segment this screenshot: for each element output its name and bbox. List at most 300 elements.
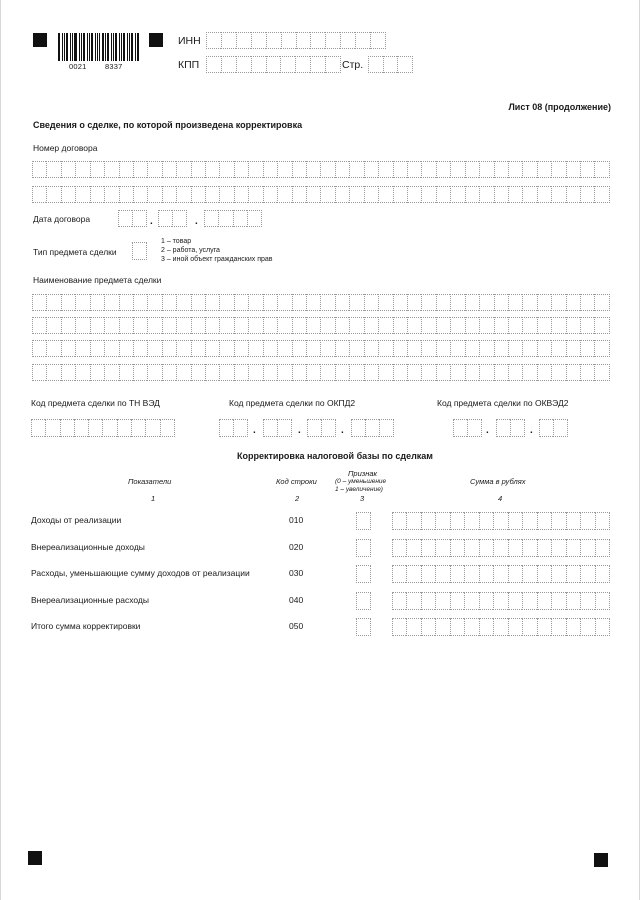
input-cell[interactable] — [522, 340, 536, 357]
input-cell[interactable] — [32, 294, 46, 311]
contract-number-row-2[interactable] — [32, 186, 610, 203]
input-cell[interactable] — [595, 539, 610, 557]
input-cell[interactable] — [218, 210, 232, 227]
input-cell[interactable] — [594, 161, 609, 178]
input-cell[interactable] — [551, 512, 565, 530]
input-cell[interactable] — [191, 340, 205, 357]
input-cell[interactable] — [46, 317, 60, 334]
input-cell[interactable] — [566, 186, 580, 203]
input-cell[interactable] — [160, 419, 175, 437]
row-sign-010[interactable] — [356, 512, 371, 530]
subject-name-row-4[interactable] — [32, 364, 610, 381]
input-cell[interactable] — [176, 340, 190, 357]
input-cell[interactable] — [205, 364, 219, 381]
input-cell[interactable] — [263, 186, 277, 203]
input-cell[interactable] — [335, 186, 349, 203]
input-cell[interactable] — [435, 618, 449, 636]
input-cell[interactable] — [406, 565, 420, 583]
input-cell[interactable] — [465, 340, 479, 357]
input-cell[interactable] — [349, 364, 363, 381]
input-cell[interactable] — [595, 592, 610, 610]
input-cell[interactable] — [566, 340, 580, 357]
input-cell[interactable] — [349, 317, 363, 334]
input-cell[interactable] — [117, 419, 131, 437]
input-cell[interactable] — [277, 161, 291, 178]
input-cell[interactable] — [494, 317, 508, 334]
input-cell[interactable] — [479, 294, 493, 311]
input-cell[interactable] — [162, 294, 176, 311]
input-cell[interactable] — [436, 340, 450, 357]
input-cell[interactable] — [368, 56, 383, 73]
input-cell[interactable] — [191, 364, 205, 381]
input-cell[interactable] — [450, 364, 464, 381]
input-cell[interactable] — [251, 32, 266, 49]
input-cell[interactable] — [119, 364, 133, 381]
input-cell[interactable] — [206, 56, 221, 73]
input-cell[interactable] — [522, 592, 536, 610]
input-cell[interactable] — [407, 340, 421, 357]
input-cell[interactable] — [522, 512, 536, 530]
input-cell[interactable] — [219, 317, 233, 334]
input-cell[interactable] — [306, 340, 320, 357]
contract-date-year[interactable] — [204, 210, 262, 227]
input-cell[interactable] — [537, 539, 551, 557]
input-cell[interactable] — [421, 512, 435, 530]
input-cell[interactable] — [219, 364, 233, 381]
input-cell[interactable] — [594, 186, 609, 203]
row-amount-050[interactable] — [392, 618, 610, 636]
input-cell[interactable] — [465, 161, 479, 178]
input-cell[interactable] — [32, 161, 46, 178]
input-cell[interactable] — [537, 317, 551, 334]
input-cell[interactable] — [566, 618, 580, 636]
contract-date-day[interactable] — [118, 210, 147, 227]
input-cell[interactable] — [335, 161, 349, 178]
input-cell[interactable] — [493, 565, 507, 583]
input-cell[interactable] — [88, 419, 102, 437]
input-cell[interactable] — [464, 539, 478, 557]
code-okpd-part-4[interactable] — [351, 419, 394, 437]
input-cell[interactable] — [46, 364, 60, 381]
input-cell[interactable] — [349, 340, 363, 357]
input-cell[interactable] — [176, 186, 190, 203]
input-cell[interactable] — [522, 317, 536, 334]
input-cell[interactable] — [450, 186, 464, 203]
input-cell[interactable] — [580, 618, 594, 636]
input-cell[interactable] — [75, 186, 89, 203]
input-cell[interactable] — [508, 364, 522, 381]
input-cell[interactable] — [306, 161, 320, 178]
subject-type-field[interactable] — [132, 242, 147, 260]
input-cell[interactable] — [292, 186, 306, 203]
input-cell[interactable] — [378, 161, 392, 178]
input-cell[interactable] — [479, 512, 493, 530]
input-cell[interactable] — [393, 294, 407, 311]
input-cell[interactable] — [119, 161, 133, 178]
input-cell[interactable] — [379, 419, 394, 437]
input-cell[interactable] — [176, 294, 190, 311]
input-cell[interactable] — [263, 161, 277, 178]
input-cell[interactable] — [551, 592, 565, 610]
row-amount-030[interactable] — [392, 565, 610, 583]
input-cell[interactable] — [205, 340, 219, 357]
code-okved-part-3[interactable] — [539, 419, 568, 437]
input-cell[interactable] — [335, 317, 349, 334]
code-okved-part-1[interactable] — [453, 419, 482, 437]
input-cell[interactable] — [75, 364, 89, 381]
input-cell[interactable] — [566, 565, 580, 583]
input-cell[interactable] — [467, 419, 482, 437]
input-cell[interactable] — [292, 294, 306, 311]
input-cell[interactable] — [551, 186, 565, 203]
input-cell[interactable] — [310, 56, 325, 73]
input-cell[interactable] — [104, 161, 118, 178]
input-cell[interactable] — [277, 364, 291, 381]
input-cell[interactable] — [364, 340, 378, 357]
input-cell[interactable] — [393, 186, 407, 203]
input-cell[interactable] — [307, 419, 321, 437]
input-cell[interactable] — [248, 340, 262, 357]
input-cell[interactable] — [450, 294, 464, 311]
input-cell[interactable] — [162, 340, 176, 357]
input-cell[interactable] — [104, 294, 118, 311]
input-cell[interactable] — [522, 565, 536, 583]
input-cell[interactable] — [364, 317, 378, 334]
input-cell[interactable] — [378, 186, 392, 203]
row-sign-020[interactable] — [356, 539, 371, 557]
input-cell[interactable] — [221, 56, 236, 73]
input-cell[interactable] — [378, 340, 392, 357]
input-cell[interactable] — [162, 317, 176, 334]
input-cell[interactable] — [551, 539, 565, 557]
input-cell[interactable] — [580, 565, 594, 583]
input-cell[interactable] — [479, 618, 493, 636]
input-cell[interactable] — [292, 317, 306, 334]
input-cell[interactable] — [465, 364, 479, 381]
input-cell[interactable] — [594, 364, 609, 381]
input-cell[interactable] — [450, 565, 464, 583]
input-cell[interactable] — [493, 592, 507, 610]
input-cell[interactable] — [263, 364, 277, 381]
input-cell[interactable] — [133, 294, 147, 311]
input-cell[interactable] — [31, 419, 45, 437]
input-cell[interactable] — [176, 317, 190, 334]
input-cell[interactable] — [508, 618, 522, 636]
code-okpd-part-1[interactable] — [219, 419, 248, 437]
input-cell[interactable] — [436, 186, 450, 203]
input-cell[interactable] — [349, 161, 363, 178]
input-cell[interactable] — [147, 294, 161, 311]
input-cell[interactable] — [421, 340, 435, 357]
input-cell[interactable] — [104, 364, 118, 381]
input-cell[interactable] — [280, 56, 295, 73]
input-cell[interactable] — [479, 340, 493, 357]
input-cell[interactable] — [233, 210, 247, 227]
input-cell[interactable] — [310, 32, 325, 49]
input-cell[interactable] — [479, 539, 493, 557]
input-cell[interactable] — [566, 317, 580, 334]
input-cell[interactable] — [90, 294, 104, 311]
input-cell[interactable] — [496, 419, 510, 437]
input-cell[interactable] — [510, 419, 525, 437]
input-cell[interactable] — [378, 317, 392, 334]
input-cell[interactable] — [435, 539, 449, 557]
input-cell[interactable] — [46, 294, 60, 311]
input-cell[interactable] — [205, 317, 219, 334]
input-cell[interactable] — [580, 592, 594, 610]
input-cell[interactable] — [539, 419, 553, 437]
input-cell[interactable] — [450, 539, 464, 557]
input-cell[interactable] — [248, 317, 262, 334]
input-cell[interactable] — [493, 539, 507, 557]
input-cell[interactable] — [436, 317, 450, 334]
input-cell[interactable] — [219, 340, 233, 357]
input-cell[interactable] — [236, 56, 251, 73]
input-cell[interactable] — [104, 186, 118, 203]
input-cell[interactable] — [61, 340, 75, 357]
input-cell[interactable] — [263, 317, 277, 334]
input-cell[interactable] — [248, 294, 262, 311]
input-cell[interactable] — [191, 186, 205, 203]
input-cell[interactable] — [406, 539, 420, 557]
input-cell[interactable] — [234, 364, 248, 381]
input-cell[interactable] — [263, 340, 277, 357]
input-cell[interactable] — [494, 364, 508, 381]
input-cell[interactable] — [335, 364, 349, 381]
input-cell[interactable] — [281, 32, 296, 49]
row-sign-050[interactable] — [356, 618, 371, 636]
input-cell[interactable] — [421, 186, 435, 203]
input-cell[interactable] — [553, 419, 568, 437]
input-cell[interactable] — [132, 210, 147, 227]
input-cell[interactable] — [60, 419, 74, 437]
input-cell[interactable] — [494, 340, 508, 357]
input-cell[interactable] — [90, 317, 104, 334]
input-cell[interactable] — [46, 161, 60, 178]
input-cell[interactable] — [172, 210, 187, 227]
input-cell[interactable] — [508, 512, 522, 530]
input-cell[interactable] — [365, 419, 379, 437]
input-cell[interactable] — [407, 364, 421, 381]
input-cell[interactable] — [251, 56, 266, 73]
input-cell[interactable] — [61, 161, 75, 178]
input-cell[interactable] — [479, 161, 493, 178]
input-cell[interactable] — [421, 364, 435, 381]
input-cell[interactable] — [436, 364, 450, 381]
input-cell[interactable] — [277, 317, 291, 334]
input-cell[interactable] — [522, 364, 536, 381]
input-cell[interactable] — [407, 294, 421, 311]
kpp-field[interactable] — [206, 56, 341, 73]
input-cell[interactable] — [508, 161, 522, 178]
input-cell[interactable] — [75, 294, 89, 311]
input-cell[interactable] — [566, 539, 580, 557]
input-cell[interactable] — [45, 419, 59, 437]
input-cell[interactable] — [46, 186, 60, 203]
input-cell[interactable] — [508, 186, 522, 203]
input-cell[interactable] — [204, 210, 218, 227]
input-cell[interactable] — [219, 294, 233, 311]
input-cell[interactable] — [537, 340, 551, 357]
input-cell[interactable] — [221, 32, 236, 49]
subject-name-row-2[interactable] — [32, 317, 610, 334]
input-cell[interactable] — [392, 618, 406, 636]
input-cell[interactable] — [90, 364, 104, 381]
input-cell[interactable] — [551, 364, 565, 381]
input-cell[interactable] — [90, 186, 104, 203]
input-cell[interactable] — [234, 317, 248, 334]
input-cell[interactable] — [355, 32, 370, 49]
row-amount-020[interactable] — [392, 539, 610, 557]
row-sign-030[interactable] — [356, 565, 371, 583]
input-cell[interactable] — [119, 317, 133, 334]
code-okpd-part-3[interactable] — [307, 419, 336, 437]
input-cell[interactable] — [393, 340, 407, 357]
input-cell[interactable] — [522, 539, 536, 557]
input-cell[interactable] — [236, 32, 251, 49]
input-cell[interactable] — [464, 565, 478, 583]
input-cell[interactable] — [320, 317, 334, 334]
input-cell[interactable] — [349, 186, 363, 203]
input-cell[interactable] — [233, 419, 248, 437]
input-cell[interactable] — [522, 294, 536, 311]
input-cell[interactable] — [206, 32, 221, 49]
input-cell[interactable] — [407, 317, 421, 334]
input-cell[interactable] — [219, 161, 233, 178]
input-cell[interactable] — [132, 242, 147, 260]
contract-number-row-1[interactable] — [32, 161, 610, 178]
input-cell[interactable] — [247, 210, 262, 227]
input-cell[interactable] — [234, 161, 248, 178]
input-cell[interactable] — [191, 317, 205, 334]
input-cell[interactable] — [306, 364, 320, 381]
input-cell[interactable] — [75, 161, 89, 178]
input-cell[interactable] — [594, 294, 609, 311]
input-cell[interactable] — [266, 56, 281, 73]
input-cell[interactable] — [493, 512, 507, 530]
input-cell[interactable] — [162, 161, 176, 178]
input-cell[interactable] — [356, 512, 371, 530]
input-cell[interactable] — [162, 186, 176, 203]
input-cell[interactable] — [551, 294, 565, 311]
input-cell[interactable] — [479, 565, 493, 583]
subject-name-row-3[interactable] — [32, 340, 610, 357]
input-cell[interactable] — [295, 56, 310, 73]
input-cell[interactable] — [158, 210, 172, 227]
input-cell[interactable] — [393, 364, 407, 381]
input-cell[interactable] — [75, 317, 89, 334]
input-cell[interactable] — [370, 32, 386, 49]
input-cell[interactable] — [118, 210, 132, 227]
input-cell[interactable] — [263, 419, 277, 437]
input-cell[interactable] — [378, 364, 392, 381]
input-cell[interactable] — [406, 512, 420, 530]
input-cell[interactable] — [435, 512, 449, 530]
input-cell[interactable] — [494, 294, 508, 311]
input-cell[interactable] — [162, 364, 176, 381]
input-cell[interactable] — [435, 565, 449, 583]
input-cell[interactable] — [104, 317, 118, 334]
code-okpd-part-2[interactable] — [263, 419, 292, 437]
input-cell[interactable] — [537, 512, 551, 530]
input-cell[interactable] — [450, 592, 464, 610]
input-cell[interactable] — [133, 161, 147, 178]
input-cell[interactable] — [464, 592, 478, 610]
input-cell[interactable] — [537, 592, 551, 610]
input-cell[interactable] — [479, 317, 493, 334]
input-cell[interactable] — [119, 294, 133, 311]
input-cell[interactable] — [522, 186, 536, 203]
input-cell[interactable] — [102, 419, 116, 437]
input-cell[interactable] — [421, 539, 435, 557]
input-cell[interactable] — [383, 56, 398, 73]
code-okved-part-2[interactable] — [496, 419, 525, 437]
input-cell[interactable] — [234, 186, 248, 203]
input-cell[interactable] — [131, 419, 145, 437]
input-cell[interactable] — [453, 419, 467, 437]
input-cell[interactable] — [407, 186, 421, 203]
input-cell[interactable] — [205, 161, 219, 178]
input-cell[interactable] — [176, 161, 190, 178]
input-cell[interactable] — [133, 340, 147, 357]
input-cell[interactable] — [537, 161, 551, 178]
input-cell[interactable] — [75, 340, 89, 357]
input-cell[interactable] — [32, 317, 46, 334]
input-cell[interactable] — [90, 161, 104, 178]
input-cell[interactable] — [306, 317, 320, 334]
row-amount-040[interactable] — [392, 592, 610, 610]
input-cell[interactable] — [551, 340, 565, 357]
input-cell[interactable] — [406, 592, 420, 610]
input-cell[interactable] — [435, 592, 449, 610]
input-cell[interactable] — [364, 364, 378, 381]
input-cell[interactable] — [320, 186, 334, 203]
input-cell[interactable] — [145, 419, 159, 437]
input-cell[interactable] — [537, 294, 551, 311]
input-cell[interactable] — [494, 161, 508, 178]
input-cell[interactable] — [234, 340, 248, 357]
input-cell[interactable] — [133, 317, 147, 334]
input-cell[interactable] — [335, 294, 349, 311]
input-cell[interactable] — [397, 56, 413, 73]
input-cell[interactable] — [351, 419, 365, 437]
input-cell[interactable] — [465, 186, 479, 203]
input-cell[interactable] — [450, 618, 464, 636]
input-cell[interactable] — [421, 618, 435, 636]
input-cell[interactable] — [508, 294, 522, 311]
input-cell[interactable] — [580, 161, 594, 178]
input-cell[interactable] — [464, 618, 478, 636]
row-sign-040[interactable] — [356, 592, 371, 610]
input-cell[interactable] — [292, 340, 306, 357]
input-cell[interactable] — [508, 565, 522, 583]
input-cell[interactable] — [61, 186, 75, 203]
input-cell[interactable] — [219, 186, 233, 203]
input-cell[interactable] — [393, 317, 407, 334]
input-cell[interactable] — [493, 618, 507, 636]
input-cell[interactable] — [340, 32, 355, 49]
input-cell[interactable] — [296, 32, 311, 49]
input-cell[interactable] — [356, 565, 371, 583]
input-cell[interactable] — [450, 340, 464, 357]
input-cell[interactable] — [46, 340, 60, 357]
input-cell[interactable] — [522, 161, 536, 178]
input-cell[interactable] — [566, 592, 580, 610]
input-cell[interactable] — [450, 161, 464, 178]
input-cell[interactable] — [320, 340, 334, 357]
input-cell[interactable] — [147, 340, 161, 357]
input-cell[interactable] — [292, 364, 306, 381]
